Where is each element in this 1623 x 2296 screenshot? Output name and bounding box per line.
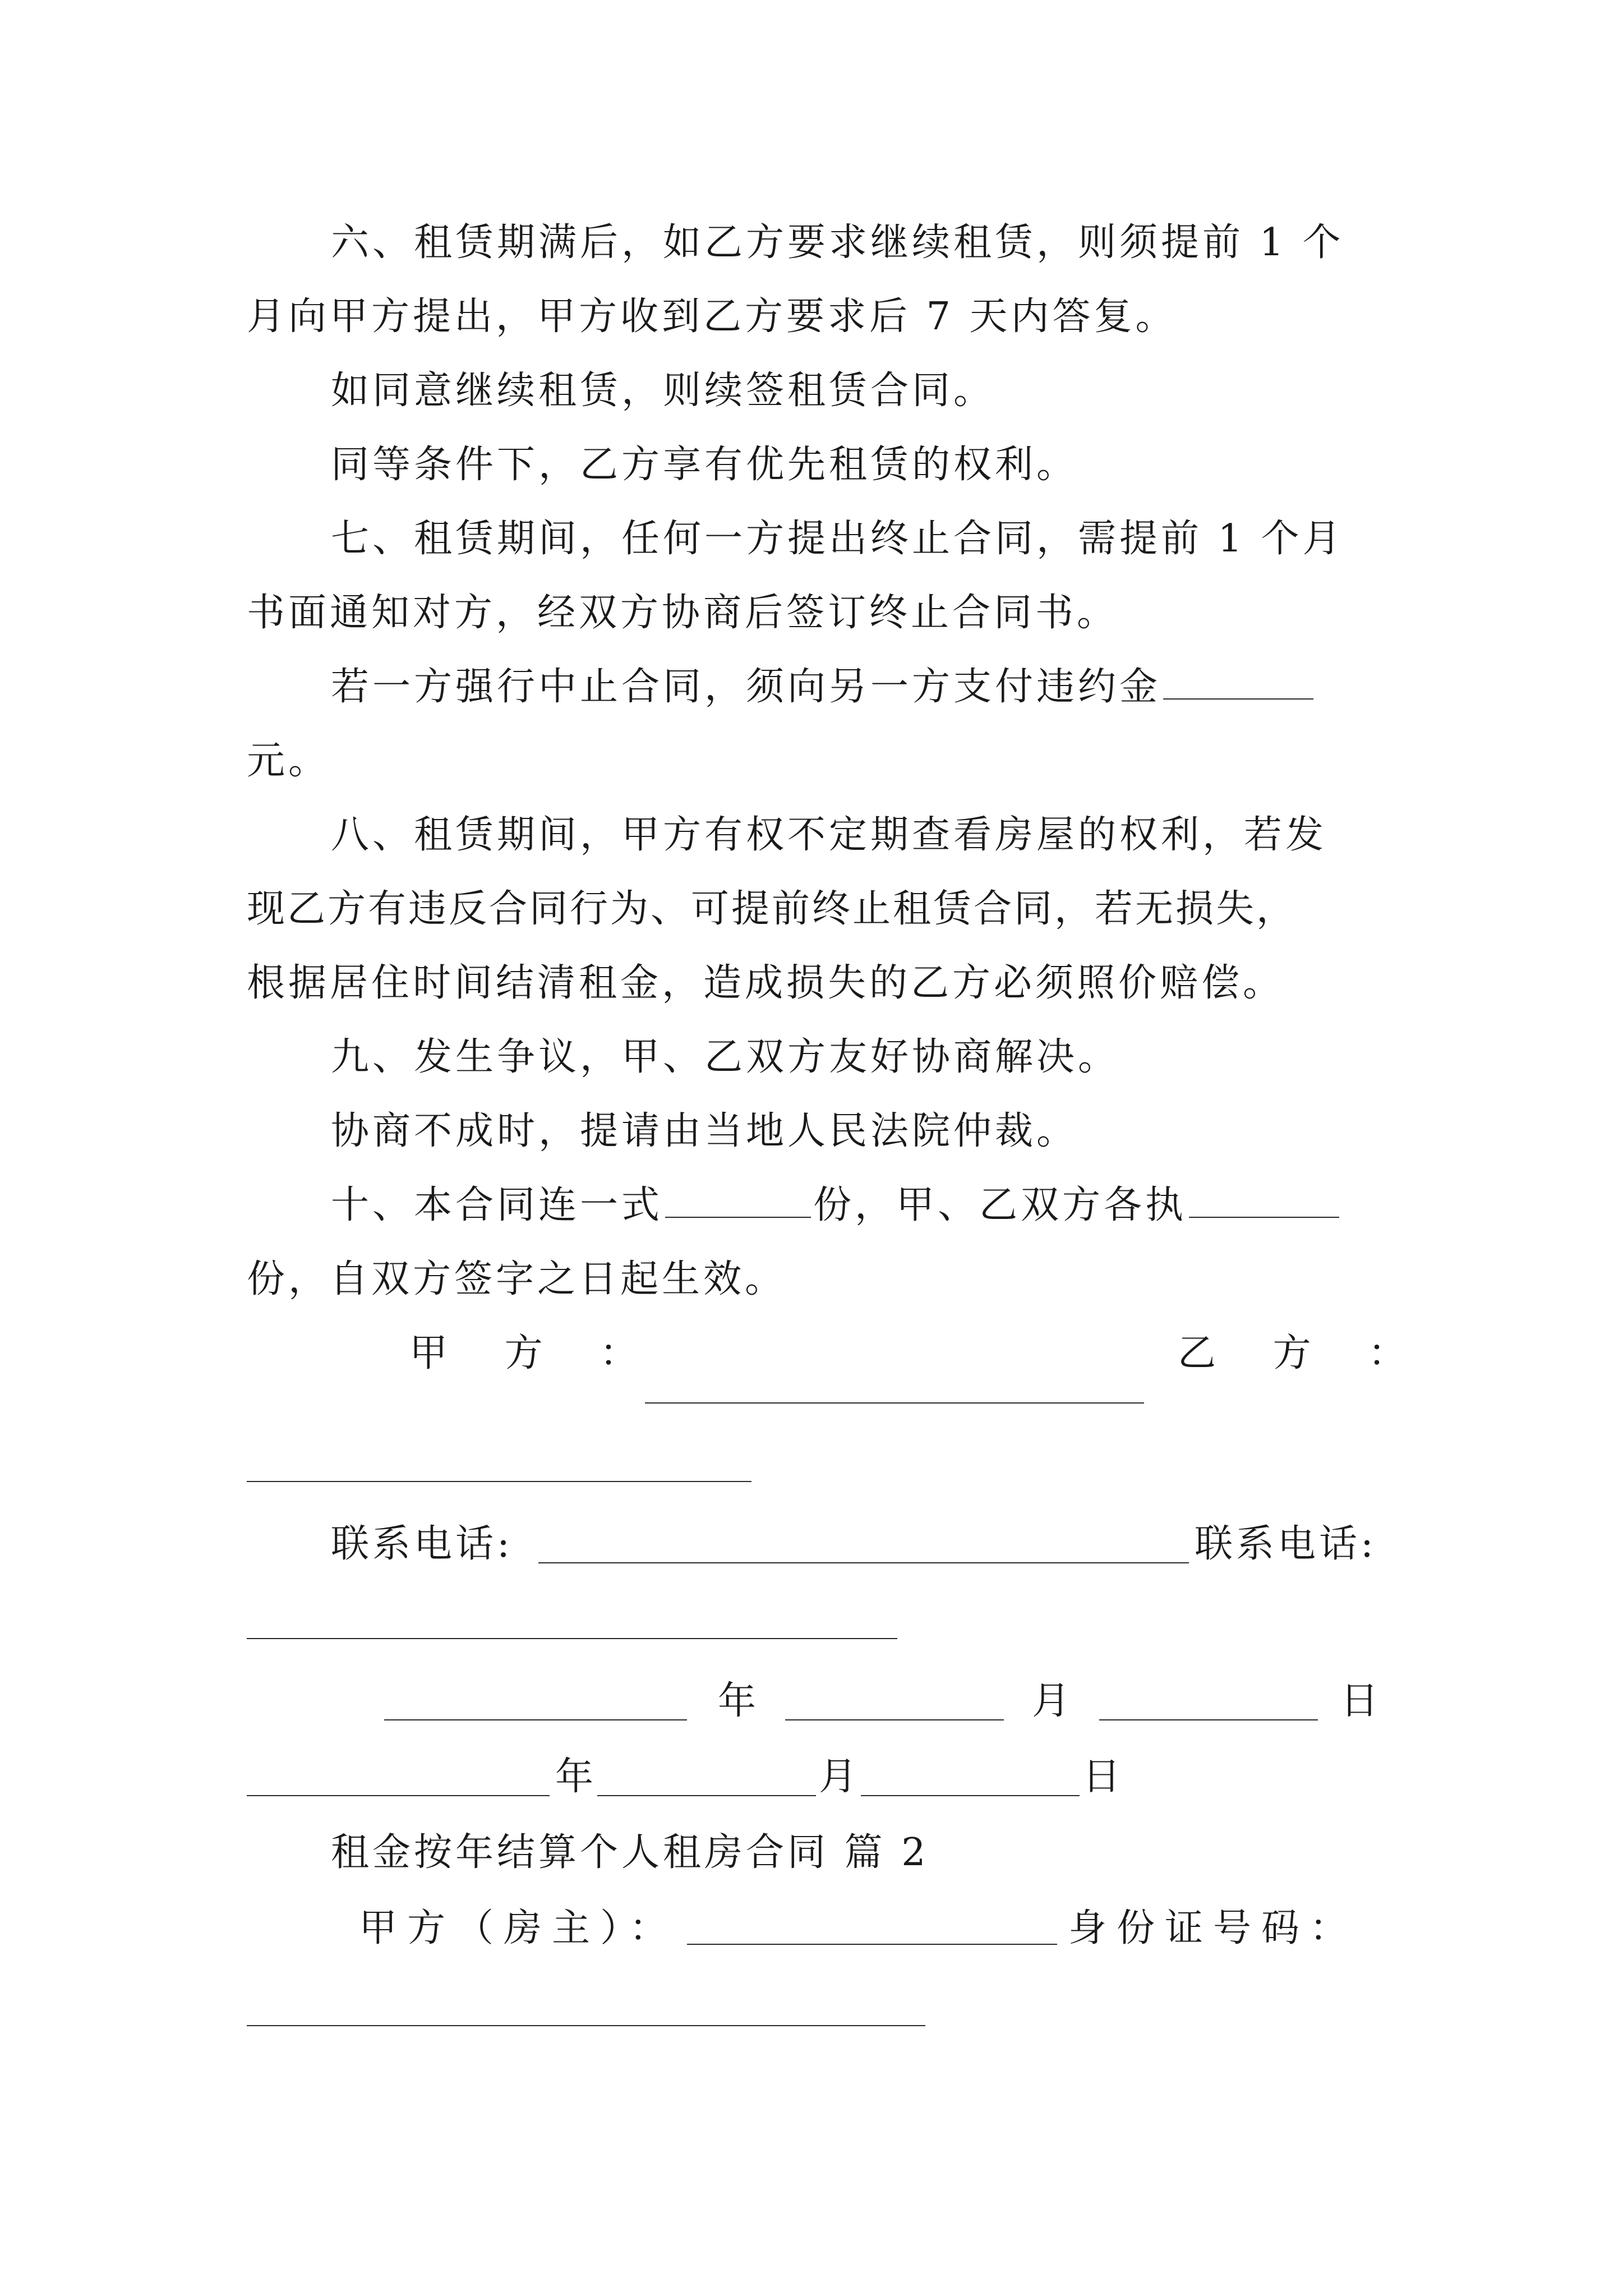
date-b-year-blank[interactable] <box>247 1795 550 1796</box>
clause-7-line-2: 书面通知对方，经双方协商后签订终止合同书。 <box>247 591 1119 635</box>
clause-6-line-2: 月向甲方提出，甲方收到乙方要求后 7 天内答复。 <box>247 295 1177 339</box>
clause-6-line-3: 如同意继续租赁，则续签租赁合同。 <box>331 369 995 413</box>
date-a-day-label: 日 <box>1340 1679 1382 1723</box>
date-b-day-label: 日 <box>1082 1755 1124 1799</box>
clause-10-line-1 <box>331 1179 1341 1232</box>
clause-6-line-4: 同等条件下，乙方享有优先租赁的权利。 <box>331 443 1078 487</box>
date-b-day-blank[interactable] <box>861 1795 1080 1796</box>
date-a-year-label: 年 <box>718 1679 760 1723</box>
penalty-text: 若一方强行中止合同，须向另一方支付违约金 <box>331 665 1161 709</box>
total-copies-blank[interactable] <box>665 1182 811 1218</box>
landlord-blank[interactable] <box>687 1944 1057 1945</box>
phone-b-label: 联系电话: <box>1195 1522 1377 1566</box>
clause-7-line-1: 七、租赁期间，任何一方提出终止合同，需提前 1 个月 <box>331 517 1344 561</box>
id-number-label: 身份证号码： <box>1068 1906 1358 1950</box>
date-a-day-blank[interactable] <box>1099 1719 1318 1720</box>
each-holds-text: 份，甲、乙双方各执 <box>813 1183 1187 1227</box>
date-b-year-label: 年 <box>555 1755 597 1799</box>
date-a-month-blank[interactable] <box>785 1719 1004 1720</box>
penalty-amount-blank[interactable] <box>1163 664 1313 700</box>
clause-7-line-4: 元。 <box>247 739 330 783</box>
date-a-month-label: 月 <box>1032 1679 1074 1723</box>
clause-8-line-3: 根据居住时间结清租金，造成损失的乙方必须照价赔偿。 <box>247 961 1285 1005</box>
clause-10-line-2: 份，自双方签字之日起生效。 <box>247 1257 787 1301</box>
landlord-label: 甲方（房主）： <box>359 1906 678 1950</box>
each-copies-blank[interactable] <box>1189 1182 1339 1218</box>
date-b-month-label: 月 <box>819 1755 861 1799</box>
clause-7-line-3 <box>331 660 1316 714</box>
clause-6-line-1: 六、租赁期满后，如乙方要求继续租赁，则须提前 1 个 <box>331 220 1344 265</box>
party-a-blank[interactable] <box>645 1402 1144 1404</box>
party-b-label: 乙 方 ： <box>1178 1331 1429 1375</box>
clause-8-line-1: 八、租赁期间，甲方有权不定期查看房屋的权利，若发 <box>331 813 1327 857</box>
clause-9-line-1: 九、发生争议，甲、乙双方友好协商解决。 <box>331 1035 1120 1079</box>
phone-a-label: 联系电话: <box>331 1522 513 1566</box>
party-a-label: 甲 方 ： <box>409 1331 661 1375</box>
date-a-year-blank[interactable] <box>384 1719 687 1720</box>
phone-b-blank[interactable] <box>247 1638 897 1639</box>
copies-text: 十、本合同连一式 <box>331 1183 663 1227</box>
clause-8-line-2: 现乙方有违反合同行为、可提前终止租赁合同，若无损失， <box>247 887 1297 931</box>
party-b-blank[interactable] <box>247 1481 751 1482</box>
section-2-title: 租金按年结算个人租房合同 篇 2 <box>331 1830 929 1875</box>
phone-a-blank[interactable] <box>538 1562 1189 1563</box>
clause-9-line-2: 协商不成时，提请由当地人民法院仲裁。 <box>331 1109 1078 1153</box>
id-number-blank[interactable] <box>247 2025 925 2026</box>
date-b-month-blank[interactable] <box>597 1795 816 1796</box>
